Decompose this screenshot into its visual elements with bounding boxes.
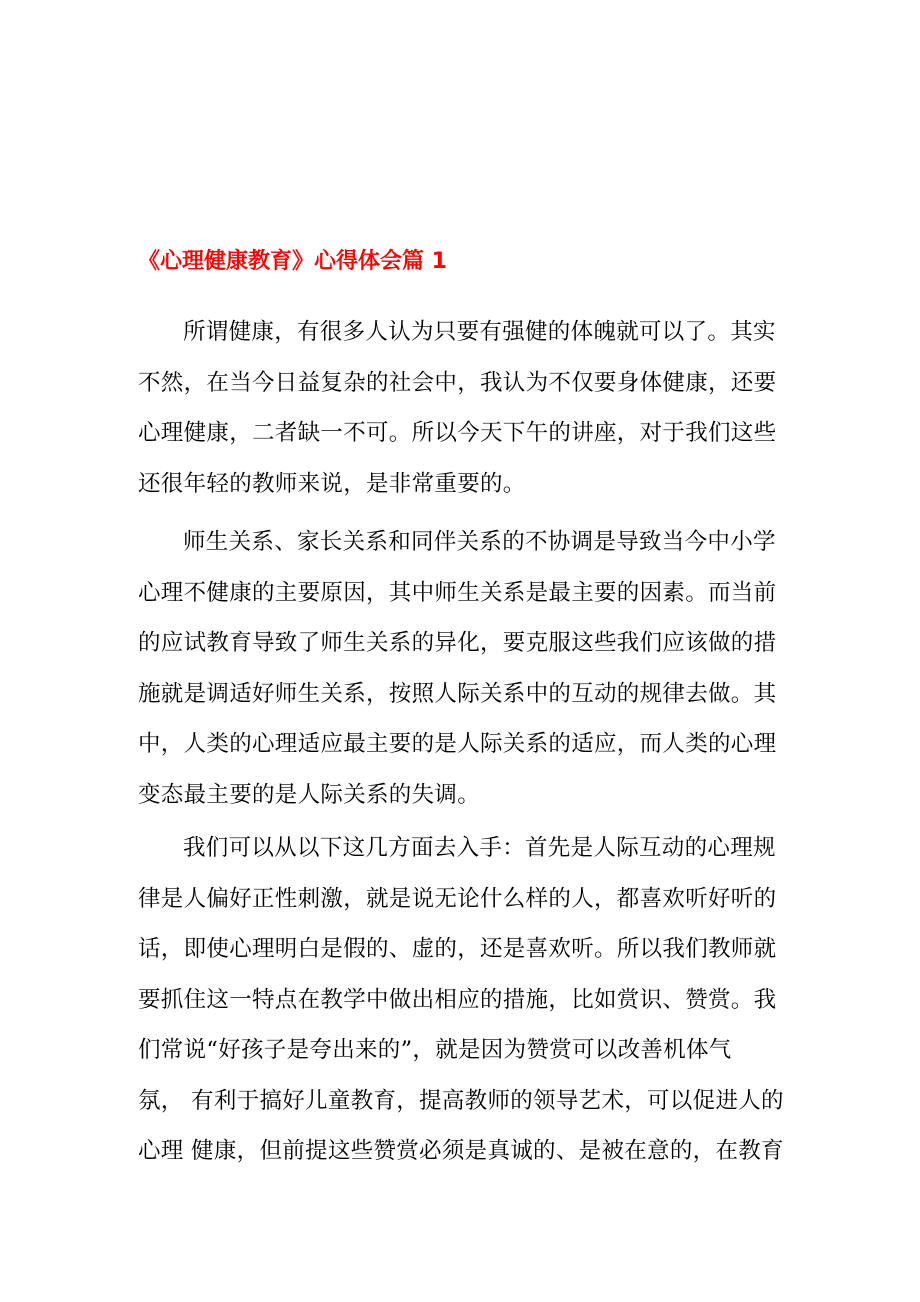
paragraph-line: 中，人类的心理适应最主要的是人际关系的适应，而人类的心理 bbox=[138, 731, 777, 757]
document-title: 《心理健康教育》心得体会篇 1 bbox=[138, 249, 447, 274]
paragraph-line: 不然，在当今日益复杂的社会中，我认为不仅要身体健康，还要 bbox=[138, 369, 777, 396]
paragraph-line: 我们可以从以下这几方面去入手：首先是人际互动的心理规 bbox=[183, 835, 776, 861]
paragraph-1 bbox=[138, 307, 798, 509]
paragraph-line: 心理 健康，但前提这些赞赏必须是真诚的、是被在意的，在教育 bbox=[138, 1138, 784, 1164]
paragraph-line: 所谓健康，有很多人认为只要有强健的体魄就可以了。其实 bbox=[183, 319, 776, 345]
paragraph-line: 施就是调适好师生关系，按照人际关系中的互动的规律去做。其 bbox=[138, 680, 777, 707]
paragraph-line: 要抓住这一特点在教学中做出相应的措施，比如赏识、赞赏。我 bbox=[138, 986, 777, 1013]
paragraph-2 bbox=[138, 517, 798, 820]
paragraph-line: 心理健康，二者缺一不可。所以今天下午的讲座，对于我们这些 bbox=[138, 420, 777, 446]
paragraph-line: 们常说“好孩子是夸出来的”，就是因为赞赏可以改善机体气 bbox=[138, 1037, 732, 1063]
paragraph-line: 律是人偏好正性刺激，就是说无论什么样的人，都喜欢听好听的 bbox=[138, 885, 777, 912]
paragraph-line: 氛， 有利于搞好儿童教育，提高教师的领导艺术，可以促进人的 bbox=[138, 1087, 784, 1114]
paragraph-line: 话，即使心理明白是假的、虚的，还是喜欢听。所以我们教师就 bbox=[138, 936, 777, 962]
paragraph-line: 变态最主要的是人际关系的失调。 bbox=[138, 781, 481, 808]
paragraph-3 bbox=[138, 823, 798, 1177]
paragraph-line: 还很年轻的教师来说，是非常重要的。 bbox=[138, 470, 526, 497]
paragraph-line: 师生关系、家长关系和同伴关系的不协调是导致当今中小学 bbox=[183, 529, 776, 555]
paragraph-line: 心理不健康的主要原因，其中师生关系是最主要的因素。而当前 bbox=[138, 579, 777, 606]
paragraph-line: 的应试教育导致了师生关系的异化，要克服这些我们应该做的措 bbox=[138, 630, 777, 656]
